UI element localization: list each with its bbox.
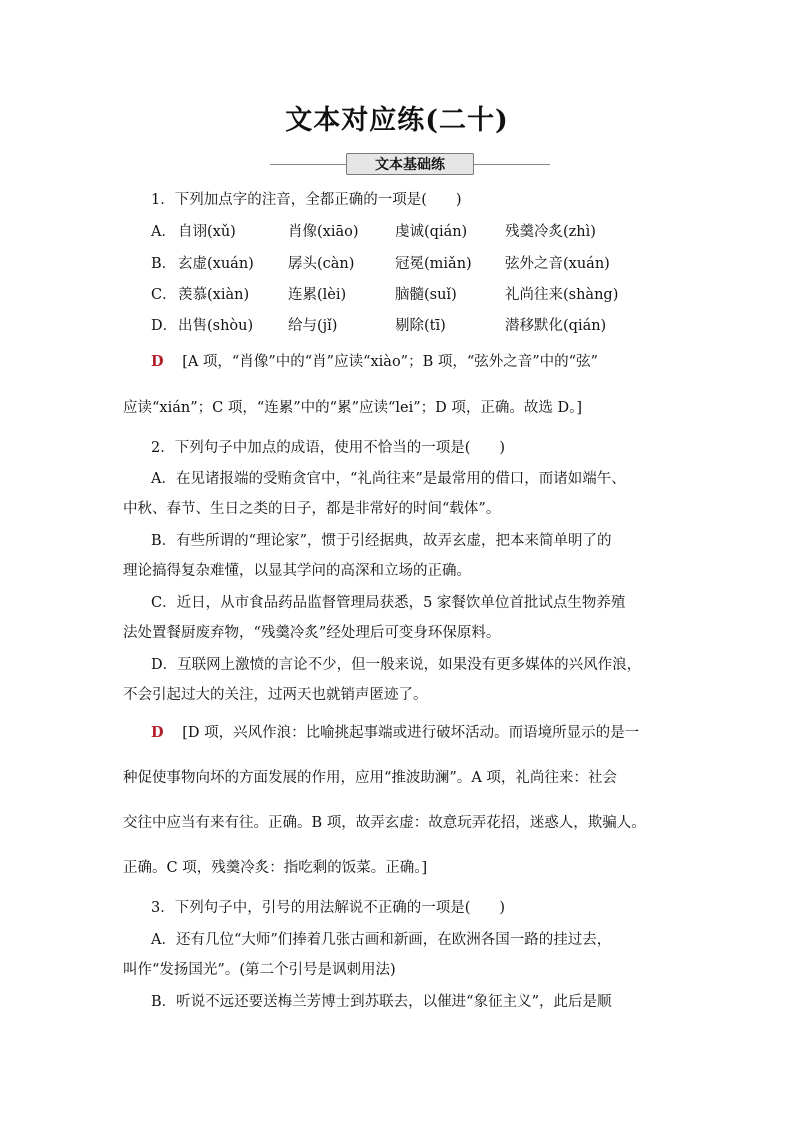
section-label: 文本基础练 <box>346 153 474 175</box>
answer-2-explanation-line-4: 正确。C 项，残羹冷炙：指吃剩的饭菜。正确。] <box>123 860 428 876</box>
question-2-option-a-cont: 中秋、春节、生日之类的日子，都是非常好的时间“载体”。 <box>123 501 501 517</box>
question-3-option-b: B．听说不远还要送梅兰芳博士到苏联去，以催进“象征主义”，此后是顺 <box>151 994 612 1010</box>
option-item: 羡慕(xiàn) <box>178 287 250 303</box>
question-2-option-d: D．互联网上激愤的言论不少，但一般来说，如果没有更多媒体的兴风作浪， <box>151 657 642 673</box>
option-item: 弦外之音(xuán) <box>505 256 610 272</box>
question-2-option-b-cont: 理论搞得复杂难懂，以显其学问的高深和立场的正确。 <box>123 563 471 579</box>
question-3-stem: 3．下列句子中，引号的用法解说不正确的一项是( ) <box>151 900 506 916</box>
answer-explanation: [A 项，“肖像”中的“肖”应读“xiào”；B 项，“弦外之音”中的“弦” <box>182 354 599 370</box>
option-item: 冠冕(miǎn) <box>395 256 472 272</box>
option-item: 连累(lèi) <box>288 287 347 303</box>
option-item: 虔诚(qián) <box>395 224 468 240</box>
option-item: 出售(shòu) <box>178 318 254 334</box>
option-item: 自诩(xǔ) <box>178 224 236 240</box>
option-item: 残羹冷炙(zhì) <box>505 224 596 240</box>
option-item: 给与(jǐ) <box>288 318 338 334</box>
answer-2-line <box>151 721 639 742</box>
option-letter: A． <box>151 224 176 240</box>
page-title: 文本对应练(二十) <box>285 105 509 136</box>
option-letter: C． <box>151 287 177 303</box>
option-item: 肖像(xiāo) <box>288 224 359 240</box>
answer-letter: D <box>151 724 164 741</box>
question-2-option-b: B．有些所谓的“理论家”，惯于引经据典，故弄玄虚，把本来简单明了的 <box>151 533 612 549</box>
question-2-option-d-cont: 不会引起过大的关注，过两天也就销声匿迹了。 <box>123 687 428 703</box>
question-1-stem: 1．下列加点字的注音，全都正确的一项是( ) <box>151 192 462 208</box>
option-item: 礼尚往来(shàng) <box>505 287 619 303</box>
question-2-stem: 2．下列句子中加点的成语，使用不恰当的一项是( ) <box>151 440 506 456</box>
answer-explanation: [D 项，兴风作浪：比喻挑起事端或进行破坏活动。而语境所显示的是一 <box>182 725 640 741</box>
option-item: 孱头(càn) <box>288 256 355 272</box>
option-letter: B． <box>151 256 177 272</box>
option-item: 玄虚(xuán) <box>178 256 254 272</box>
question-2-option-c: C．近日，从市食品药品监督管理局获悉，5 家餐饮单位首批试点生物养殖 <box>151 595 626 611</box>
question-3-option-a-cont: 叫作“发扬国光”。(第二个引号是讽刺用法) <box>123 962 396 978</box>
answer-1-explanation-line-2: 应读“xián”；C 项，“连累”中的“累”应读“lei”；D 项，正确。故选 D。] <box>123 400 583 416</box>
section-banner <box>270 153 550 175</box>
option-item: 脑髓(suǐ) <box>395 287 457 303</box>
option-item: 潜移默化(qián) <box>505 318 607 334</box>
question-2-option-c-cont: 法处置餐厨废弃物，“残羹冷炙”经处理后可变身环保原料。 <box>123 625 501 641</box>
answer-1-line <box>151 350 598 371</box>
answer-2-explanation-line-3: 交往中应当有来有往。正确。B 项，故弄玄虚：故意玩弄花招，迷惑人，欺骗人。 <box>123 815 646 831</box>
answer-letter: D <box>151 353 164 370</box>
answer-2-explanation-line-2: 种促使事物向坏的方面发展的作用，应用“推波助澜”。A 项，礼尚往来：社会 <box>123 770 617 786</box>
option-letter: D． <box>151 318 178 334</box>
question-3-option-a: A．还有几位“大师”们捧着几张古画和新画，在欧洲各国一路的挂过去， <box>151 932 612 948</box>
option-item: 剔除(tī) <box>395 318 446 334</box>
question-2-option-a: A．在见诸报端的受贿贪官中，“礼尚往来”是最常用的借口，而诸如端午、 <box>151 471 626 487</box>
